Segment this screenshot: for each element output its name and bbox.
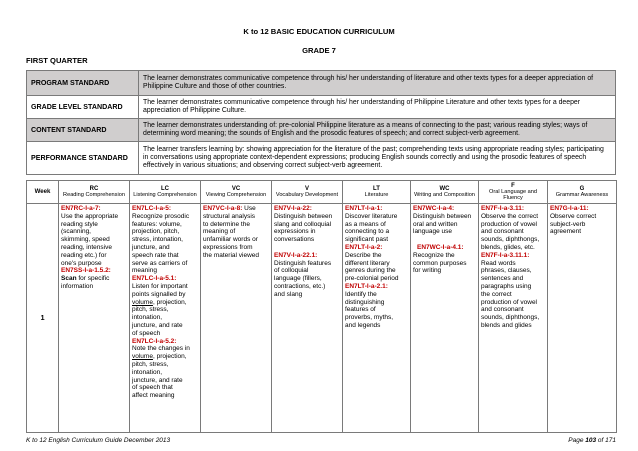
cell-line: features of <box>345 306 376 314</box>
cell-line: slang and colloquial <box>274 220 332 228</box>
cell-line-tail: , projection, <box>152 298 187 306</box>
grade-heading: GRADE 7 <box>302 46 336 55</box>
cell-line: intonation, <box>132 314 162 322</box>
cell-line: serve as carriers of <box>132 259 188 267</box>
standard-label: PERFORMANCE STANDARD <box>27 142 139 175</box>
column-code: F <box>511 182 515 189</box>
cell-line: and legends <box>345 321 381 329</box>
cell-v <box>272 204 343 433</box>
week-row <box>27 204 617 433</box>
competency-code: EN7LC-I-a-5.2: <box>132 337 177 345</box>
cell-line: subject-verb <box>550 220 586 228</box>
column-header-row <box>27 181 617 204</box>
cell-line: Listen for important <box>132 282 188 290</box>
cell-line-tail: , projection, <box>152 353 187 361</box>
cell-line: reading, intensive <box>61 243 112 251</box>
cell-line: language use <box>413 228 453 236</box>
cell-line: skimming, speed <box>61 236 110 244</box>
cell-line: structural analysis <box>203 212 256 220</box>
standard-row <box>27 96 616 119</box>
cell-line: as a means of <box>345 220 386 228</box>
competency-code: EN7LT-I-a-2.1: <box>345 282 388 290</box>
cell-line: one's purpose <box>61 259 102 267</box>
column-name: Oral Language and Fluency <box>489 189 537 202</box>
competency-code: EN7LC-I-a-5: <box>132 205 172 212</box>
cell-line: Discover literature <box>345 212 398 220</box>
cell-line: and consonant <box>481 228 524 236</box>
standard-text: The learner transfers learning by: showing appreciation for the literature of the past; comprehending texts using appropriate reading styles; participating in conversations using appropriate context-dependent expressions; producing English sounds correctly and using the prosodic features of speech effectively in various situations; and observing correct subject-verb agreement. <box>139 142 616 175</box>
cell-line: unfamiliar words or <box>203 236 258 244</box>
column-header-lc <box>130 181 201 204</box>
column-header-rc <box>59 181 130 204</box>
cell-line: (scanning, <box>61 228 91 236</box>
competency-code: EN7VC-I-a-8: <box>203 205 243 212</box>
column-header-v <box>272 181 343 204</box>
competency-code: EN7V-I-a-22: <box>274 205 312 212</box>
cell-line: production of vowel <box>481 298 538 306</box>
cell-line <box>132 299 198 307</box>
column-code: RC <box>89 185 99 192</box>
standards-table <box>26 70 616 175</box>
column-name: Listening Comprehension <box>133 192 197 199</box>
cell-lc <box>130 204 201 433</box>
page-prefix: Page <box>568 437 586 444</box>
column-code: WC <box>439 185 450 192</box>
column-name: Viewing Comprehension <box>205 192 267 199</box>
cell-line: the correct <box>481 290 512 298</box>
cell-g <box>548 204 617 433</box>
column-name: Vocabulary Development <box>275 192 339 199</box>
cell-line: Recognize the <box>413 251 455 259</box>
cell-line: Distinguish between <box>274 212 333 220</box>
cell-line: blends, glides, etc. <box>481 243 535 251</box>
cell-line: pitch, stress, <box>132 306 169 314</box>
cell-line: the material viewed <box>203 251 259 259</box>
cell-lt <box>343 204 411 433</box>
cell-line: sounds, diphthongs, <box>481 236 540 244</box>
column-header-lt <box>343 181 411 204</box>
cell-line: contractions, etc.) <box>274 282 326 290</box>
cell-line: proverbs, myths, <box>345 314 394 322</box>
cell-line: juncture, and <box>132 243 170 251</box>
cell-line: juncture, and rate <box>132 376 183 384</box>
column-header-wc <box>411 181 479 204</box>
cell-line: Observe the correct <box>481 212 539 220</box>
cell-f <box>479 204 548 433</box>
cell-line: speech rate that <box>132 251 179 259</box>
column-name: Grammar Awareness <box>555 192 609 199</box>
standard-row <box>27 119 616 142</box>
cell-line: points signalled by <box>132 290 186 298</box>
cell-line: blends and glides <box>481 321 532 329</box>
cell-line-tail: for specific <box>76 275 110 283</box>
column-name: Reading Comprehension <box>63 192 125 199</box>
cell-line: Note the changes in <box>132 345 190 353</box>
cell-line: sentences and <box>481 275 524 283</box>
cell-line: significant past <box>345 236 388 244</box>
cell-line: juncture, and rate <box>132 321 183 329</box>
cell-line: reading etc.) for <box>61 251 107 259</box>
column-name: Literature <box>364 192 389 199</box>
cell-line: Recognize prosodic <box>132 212 190 220</box>
cell-line: and slang <box>274 290 303 298</box>
cell-wc <box>411 204 479 433</box>
footer-guide-title: K to 12 English Curriculum Guide December 2013 <box>26 437 171 444</box>
competency-code: EN7LT-I-a-1: <box>345 205 383 212</box>
cell-line: agreement <box>550 228 582 236</box>
week-header: Week <box>27 181 59 204</box>
cell-line: expressions from <box>203 243 253 251</box>
column-header-f <box>479 181 548 204</box>
competency-code: EN7G-I-a-11: <box>550 205 589 212</box>
standard-row <box>27 71 616 96</box>
column-code: LC <box>161 185 169 192</box>
emphasis-word: Scan <box>61 275 77 283</box>
spacer <box>274 244 340 252</box>
standard-text: The learner demonstrates understanding of: pre-colonial Philippine literature as a means of connecting to the past; various reading styles; ways of determining word meaning; the sounds of English and the prosodic features of speech; and correct subject-verb agreement. <box>139 119 616 142</box>
column-name: Writing and Composition <box>414 192 475 199</box>
competency-code: EN7RC-I-a-7: <box>61 205 101 212</box>
cell-line: to determine the <box>203 220 250 228</box>
cell-line <box>132 353 198 361</box>
cell-line: genres during the <box>345 267 396 275</box>
cell-line: pitch, stress, <box>132 360 169 368</box>
standard-text: The learner demonstrates communicative competence through his/ her understanding of literature and other texts types for a deeper appreciation of Philippine Culture and those of other countries. <box>139 71 616 96</box>
cell-line <box>203 205 269 213</box>
cell-line: paragraphs using <box>481 282 532 290</box>
document-title: K to 12 BASIC EDUCATION CURRICULUM <box>243 27 395 36</box>
column-header-g <box>548 181 617 204</box>
cell-line: of colloquial <box>274 267 309 275</box>
cell-line: different literary <box>345 259 390 267</box>
competency-code: EN7WC-I-a-4.1: <box>417 243 464 251</box>
cell-line: intonation, <box>132 368 162 376</box>
cell-line: Distinguish features <box>274 259 332 267</box>
standard-label: PROGRAM STANDARD <box>27 71 139 96</box>
competency-code: EN7WC-I-a-4: <box>413 205 455 212</box>
underlined-word: volume <box>132 353 153 361</box>
competency-code: EN7F-I-a-3.11.1: <box>481 251 530 259</box>
cell-line: reading style <box>61 220 98 228</box>
column-header-vc <box>201 181 272 204</box>
cell-line: common purposes <box>413 259 467 267</box>
competency-code: EN7LT-I-a-2: <box>345 243 383 251</box>
column-code: LT <box>373 185 380 192</box>
cell-line: of speech <box>132 329 161 337</box>
cell-line: oral and written <box>413 220 458 228</box>
competency-table <box>26 180 617 433</box>
spacer <box>413 236 476 244</box>
cell-line <box>61 275 127 283</box>
cell-line: of speech that <box>132 384 173 392</box>
footer-page-number <box>568 437 616 444</box>
cell-line: Observe correct <box>550 212 597 220</box>
cell-line: affect meaning <box>132 392 175 400</box>
column-code: V <box>304 185 309 192</box>
cell-line: meaning of <box>203 228 236 236</box>
cell-line: information <box>61 282 94 290</box>
cell-line: for writing <box>413 267 442 275</box>
cell-line: pre-colonial period <box>345 275 399 283</box>
cell-line: and consonant <box>481 306 524 314</box>
cell-line: expressions in <box>274 228 316 236</box>
cell-line: conversations <box>274 236 315 244</box>
current-page: 103 <box>585 437 597 444</box>
cell-line: Distinguish between <box>413 212 472 220</box>
competency-code: EN7V-I-a-22.1: <box>274 251 318 259</box>
cell-line: Read words <box>481 259 516 267</box>
standard-row <box>27 142 616 175</box>
cell-line: Describe the <box>345 251 382 259</box>
cell-line: stress, intonation, <box>132 236 183 244</box>
cell-line: Identify the <box>345 290 377 298</box>
cell-line: projection, pitch, <box>132 228 180 236</box>
page-suffix: of 171 <box>596 437 616 444</box>
cell-rc <box>59 204 130 433</box>
competency-code: EN7F-I-a-3.11: <box>481 205 524 212</box>
cell-line: production of vowel <box>481 220 538 228</box>
quarter-heading: FIRST QUARTER <box>26 56 88 65</box>
column-code: VC <box>231 185 241 192</box>
underlined-word: volume <box>132 298 153 306</box>
cell-line: language (fillers, <box>274 275 322 283</box>
competency-code: EN7SS-I-a-1.5.2: <box>61 267 111 275</box>
cell-line: distinguishing <box>345 298 385 306</box>
competency-code: EN7LC-I-a-5.1: <box>132 275 177 283</box>
cell-line: phrases, clauses, <box>481 267 532 275</box>
standard-label: CONTENT STANDARD <box>27 119 139 142</box>
week-number: 1 <box>27 204 59 433</box>
cell-line-tail: Use <box>242 205 256 212</box>
cell-vc <box>201 204 272 433</box>
standard-label: GRADE LEVEL STANDARD <box>27 96 139 119</box>
cell-line: meaning <box>132 267 157 275</box>
cell-line: connecting to a <box>345 228 390 236</box>
cell-line: Use the appropriate <box>61 212 119 220</box>
cell-line: features: volume, <box>132 220 182 228</box>
column-code: G <box>579 185 585 192</box>
standard-text: The learner demonstrates communicative competence through his/ her understanding of Philippine Literature and other texts types for a deeper appreciation of Philippine Culture. <box>139 96 616 119</box>
cell-line: sounds, diphthongs, <box>481 314 540 322</box>
